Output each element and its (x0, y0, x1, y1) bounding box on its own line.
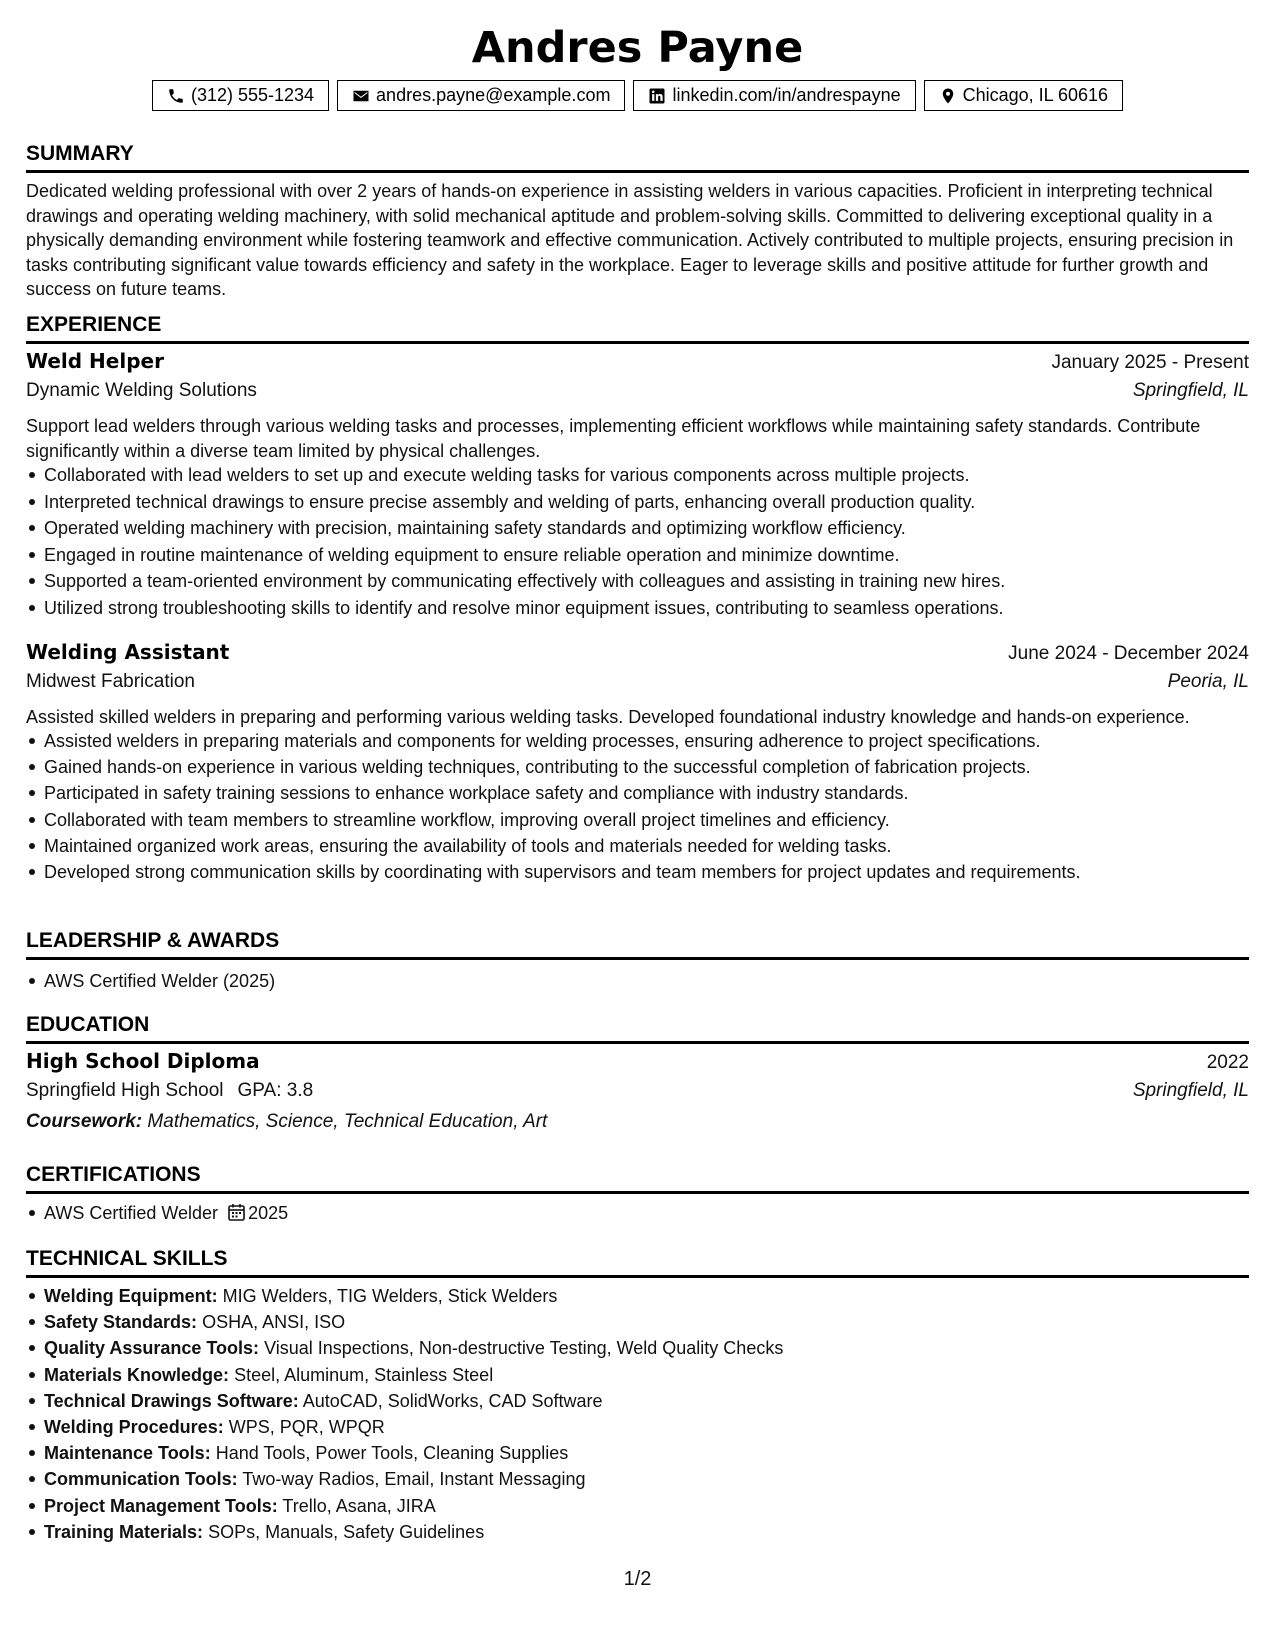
page-indicator: 1/2 (623, 1568, 652, 1590)
leadership-heading: LEADERSHIP & AWARDS (26, 928, 1249, 960)
job-title: Welding Assistant (26, 640, 230, 664)
skill-value: Steel, Aluminum, Stainless Steel (234, 1364, 494, 1385)
list-item (26, 1362, 1249, 1388)
summary-heading: SUMMARY (26, 141, 1249, 173)
skill-label: Communication Tools: (44, 1469, 238, 1490)
company-name: Midwest Fabrication (26, 671, 195, 692)
job-location: Springfield, IL (1132, 380, 1249, 401)
list-item (26, 1519, 1249, 1545)
envelope-icon (352, 87, 370, 105)
job-subheader (26, 671, 1249, 693)
list-item (26, 1440, 1249, 1466)
school-location: Springfield, IL (1132, 1080, 1249, 1101)
skills-heading: TECHNICAL SKILLS (26, 1246, 1249, 1278)
summary-text: Dedicated welding professional with over 2 years of hands-on experience in assisting welders in various capacities. Proficient in interpreting technical drawings and operating welding machinery, with solid mechanical aptitude and problem-solving skills. Committed to delivering exceptional quality in a physically demanding environment while fostering teamwork and effective communication. Actively contributed to multiple projects, ensuring precision in tasks contributing significant value towards efficiency and safety in the workplace. Eager to leverage skills and positive attitude for further growth and success on future teams. (26, 181, 1234, 299)
list-item: Utilized strong troubleshooting skills to identify and resolve minor equipment issues, contributing to seamless operations. (26, 595, 1249, 622)
contact-bar (26, 80, 1249, 111)
list-item (26, 1200, 1249, 1227)
certification-year: 2025 (248, 1203, 289, 1223)
certifications-list (26, 1200, 1249, 1227)
list-item: Collaborated with lead welders to set up and execute welding tasks for various components across multiple projects. (26, 462, 1249, 489)
job-location: Peoria, IL (1167, 671, 1249, 692)
list-item: Gained hands-on experience in various welding techniques, contributing to the successful completion of fabrication projects. (26, 754, 1249, 780)
list-item (26, 1493, 1249, 1519)
skill-label: Maintenance Tools: (44, 1443, 211, 1464)
skill-value: MIG Welders, TIG Welders, Stick Welders (222, 1286, 558, 1306)
skill-label: Welding Equipment: (44, 1286, 218, 1306)
skill-label: Welding Procedures: (44, 1417, 224, 1438)
phone-chip[interactable] (152, 80, 329, 111)
skill-value: Trello, Asana, JIRA (282, 1495, 436, 1516)
job-subheader (26, 380, 1249, 402)
coursework (26, 1111, 547, 1133)
list-item: Operated welding machinery with precision, maintaining safety standards and optimizing workflow efficiency. (26, 515, 1249, 542)
list-item: Engaged in routine maintenance of welding equipment to ensure reliable operation and minimize downtime. (26, 542, 1249, 569)
skill-value: Hand Tools, Power Tools, Cleaning Supplies (215, 1443, 569, 1464)
list-item (26, 1466, 1249, 1492)
calendar-icon (228, 1203, 245, 1221)
school-line (26, 1080, 313, 1102)
skill-label: Materials Knowledge: (44, 1364, 230, 1385)
skill-label: Technical Drawings Software: (44, 1390, 299, 1411)
skill-value: SOPs, Manuals, Safety Guidelines (208, 1521, 485, 1542)
job-description: Assisted skilled welders in preparing and performing various welding tasks. Developed foundational industry knowledge and hands-on experience. (26, 707, 1190, 727)
skill-value: OSHA, ANSI, ISO (202, 1312, 346, 1333)
list-item (26, 1388, 1249, 1414)
job-dates: June 2024 - December 2024 (1008, 643, 1249, 664)
linkedin-chip[interactable] (633, 80, 915, 111)
list-item (26, 1283, 1249, 1309)
list-item: Supported a team-oriented environment by communicating effectively with colleagues and assisting in training new hires. (26, 568, 1249, 595)
coursework-label: Coursework: (26, 1111, 143, 1132)
list-item: Developed strong communication skills by coordinating with supervisors and team members for project updates and requirements. (26, 859, 1249, 885)
email-text: andres.payne@example.com (376, 85, 611, 105)
list-item (26, 1414, 1249, 1440)
skill-value: Two-way Radios, Email, Instant Messaging (242, 1469, 586, 1490)
company-name: Dynamic Welding Solutions (26, 380, 257, 401)
skill-label: Training Materials: (44, 1521, 204, 1542)
list-item (26, 1309, 1249, 1335)
job-header (26, 349, 1249, 374)
job-dates: January 2025 - Present (1051, 352, 1249, 373)
phone-text: (312) 555-1234 (190, 85, 315, 105)
phone-icon (167, 87, 185, 105)
location-chip (924, 80, 1123, 111)
job-description: Support lead welders through various welding tasks and processes, implementing efficient workflows while maintaining safety standards. Contribute significantly within a diverse team limited by physical challenges. (26, 416, 1201, 461)
gpa: GPA: 3.8 (237, 1080, 314, 1101)
list-item: Maintained organized work areas, ensuring the availability of tools and materials needed for welding tasks. (26, 833, 1249, 859)
school-name: Springfield High School (26, 1080, 224, 1101)
certifications-heading: CERTIFICATIONS (26, 1162, 1249, 1194)
map-pin-icon (939, 87, 957, 105)
education-subheader (26, 1080, 1249, 1102)
linkedin-icon (648, 87, 666, 105)
list-item: Assisted welders in preparing materials and components for welding processes, ensuring adherence to project specifications. (26, 728, 1249, 754)
linkedin-text: linkedin.com/in/andrespayne (672, 85, 901, 105)
leadership-list (26, 968, 1249, 995)
skill-value: AutoCAD, SolidWorks, CAD Software (302, 1390, 603, 1411)
job-title: Weld Helper (26, 349, 164, 373)
degree-title: High School Diploma (26, 1049, 260, 1073)
certification-name: AWS Certified Welder (44, 1203, 219, 1223)
list-item: AWS Certified Welder (2025) (26, 968, 1249, 995)
skills-list (26, 1283, 1249, 1545)
experience-heading: EXPERIENCE (26, 312, 1249, 344)
job-bullets (26, 462, 1249, 622)
email-chip[interactable] (337, 80, 625, 111)
skill-label: Quality Assurance Tools: (44, 1338, 260, 1359)
skill-value: Visual Inspections, Non-destructive Testing, Weld Quality Checks (264, 1338, 784, 1359)
coursework-list: Mathematics, Science, Technical Education, Art (147, 1111, 548, 1132)
education-heading: EDUCATION (26, 1012, 1249, 1044)
education-header (26, 1049, 1249, 1074)
graduation-year: 2022 (1206, 1052, 1249, 1073)
list-item: Interpreted technical drawings to ensure precise assembly and welding of parts, enhancing overall production quality. (26, 489, 1249, 516)
skill-value: WPS, PQR, WPQR (228, 1417, 385, 1438)
list-item: Collaborated with team members to streamline workflow, improving overall project timelines and efficiency. (26, 807, 1249, 833)
skill-label: Project Management Tools: (44, 1495, 278, 1516)
skill-label: Safety Standards: (44, 1312, 198, 1333)
candidate-name: Andres Payne (471, 23, 804, 73)
job-bullets (26, 728, 1249, 885)
job-header (26, 640, 1249, 665)
location-text: Chicago, IL 60616 (962, 85, 1109, 105)
list-item (26, 1335, 1249, 1361)
list-item: Participated in safety training sessions to enhance workplace safety and compliance with industry standards. (26, 780, 1249, 806)
